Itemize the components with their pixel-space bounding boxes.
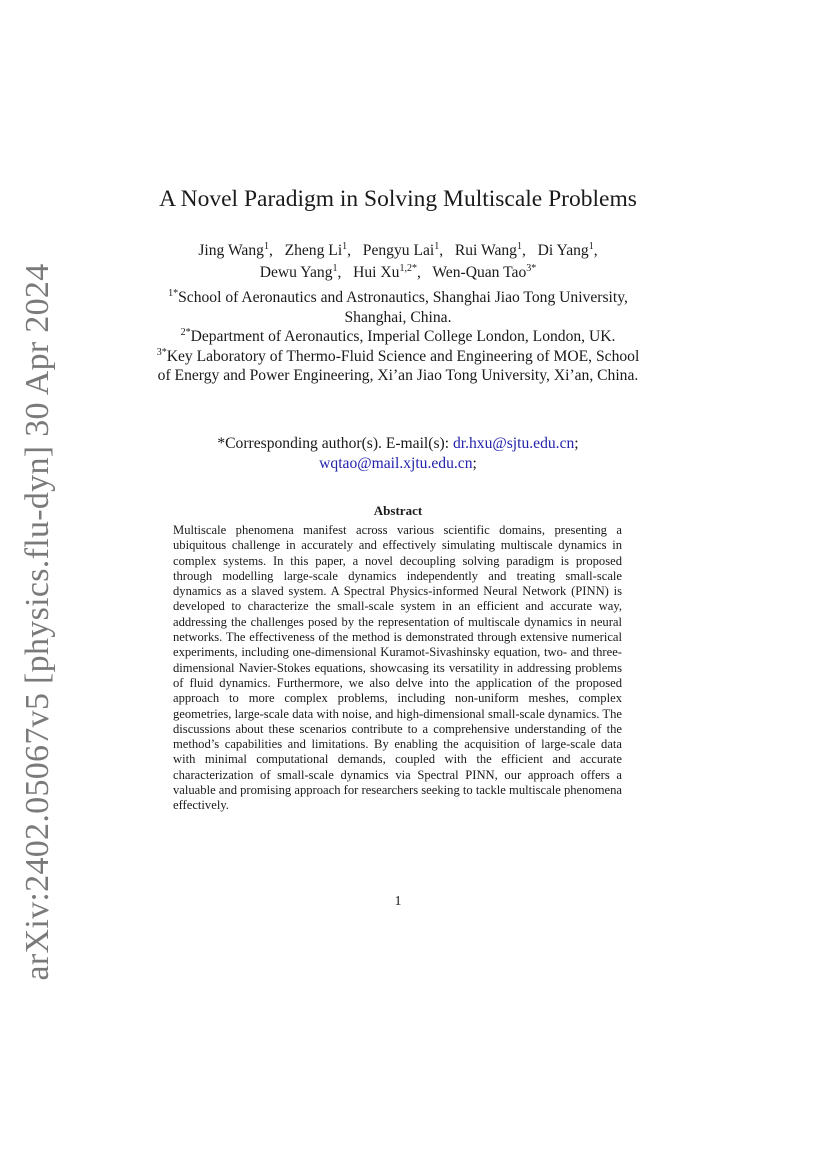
- author-zheng-li: Zheng Li$^1$: [284, 241, 348, 259]
- affiliation-list: [150, 288, 646, 386]
- author-dewu-yang: Dewu Yang$^1$: [259, 263, 338, 281]
- author-jing-wang: Jing Wang$^1$: [198, 241, 269, 259]
- abstract-heading: Abstract: [373, 503, 423, 518]
- email-link-hxu[interactable]: dr.hxu@sjtu.edu.cn: [452, 435, 575, 452]
- author-list: Jing Wang$^1$, Zheng Li$^1$, Pengyu Lai$^1$, Rui Wang$^1$, Di Yang$^1$, Dewu Yang$^1$, Hui $Xu^{1,2*}$, Wen-Quan Tao$^{3*}$: [198, 241, 598, 281]
- page-number: 1: [394, 894, 402, 909]
- author-pengyu-lai: Pengyu Lai$^1$: [362, 241, 440, 259]
- paper-title: A Novel Paradigm in Solving Multiscale Problems: [159, 186, 637, 212]
- author-rui-wang: Rui Wang$^1$: [454, 241, 522, 259]
- abstract-body: Multiscale phenomena manifest across various scientific domains, presenting a ubiquitous challenge in accurately and effectively simulating multiscale dynamics in complex systems. In this paper, a novel decoupling solving paradigm is proposed through modelling large-scale dynamics independently and treating small-scale dynamics as a slaved system. A Spectral Physics-informed Neural Network (PINN) is developed to characterize the small-scale system in an efficient and accurate way, addressing the challenges posed by the representation of multiscale dynamics in neural networks. The effectiveness of the method is demonstrated through extensive numerical experiments, including one-dimensional Kuramot-Sivashinsky equation, two- and three-dimensional Navier-Stokes equations, showcasing its versatility in addressing problems of fluid dynamics. Furthermore, we also delve into the application of the proposed approach to more complex problems, including non-uniform meshes, complex geometries, large-scale data with noise, and high-dimensional small-scale dynamics. The discussions about these scenarios contribute to a comprehensive understanding of the method’s capabilities and limitations. By enabling the acquisition of large-scale data with minimal computational demands, coupled with the efficient and accurate characterization of small-scale dynamics via Spectral PINN, our approach offers a valuable and promising approach for researchers seeking to tackle multiscale phenomena effectively.: [173, 523, 623, 813]
- correspondence-label: *Corresponding author(s). E-mail(s):: [217, 435, 450, 452]
- arxiv-identifier-stamp: arXiv:2402.05067v5 [physics.flu-dyn] 30 Apr 2024: [19, 263, 56, 981]
- author-wen-quan-tao: Wen-Quan Tao$^{3*}$: [432, 263, 537, 281]
- author-di-yang: Di Yang$^1$: [537, 241, 594, 259]
- affiliation-imperial-college: $^{2*}$Department of Aeronautics, Imperial College London, London, UK.: [180, 327, 616, 345]
- affiliation-xian-jiao-tong: $^{3*}$Key Laboratory of Thermo-Fluid Science and Engineering of MOE, School of Energy and Power Engineering, Xi’an Jiao Tong University, Xi’an, China.: [156, 346, 640, 384]
- author-hui-xu: Hui $Xu^{1,2*}$: [353, 263, 417, 281]
- corresponding-author-note: *Corresponding author(s). E-mail(s): dr.hxu@sjtu.edu.cn; wqtao@mail.xjtu.edu.cn;: [217, 435, 579, 472]
- email-link-wqtao[interactable]: wqtao@mail.xjtu.edu.cn: [319, 454, 473, 472]
- affiliation-shanghai-jiao-tong: $^{1*}$School of Aeronautics and Astronautics, Shanghai Jiao Tong University, Shanghai, China.: [168, 288, 628, 326]
